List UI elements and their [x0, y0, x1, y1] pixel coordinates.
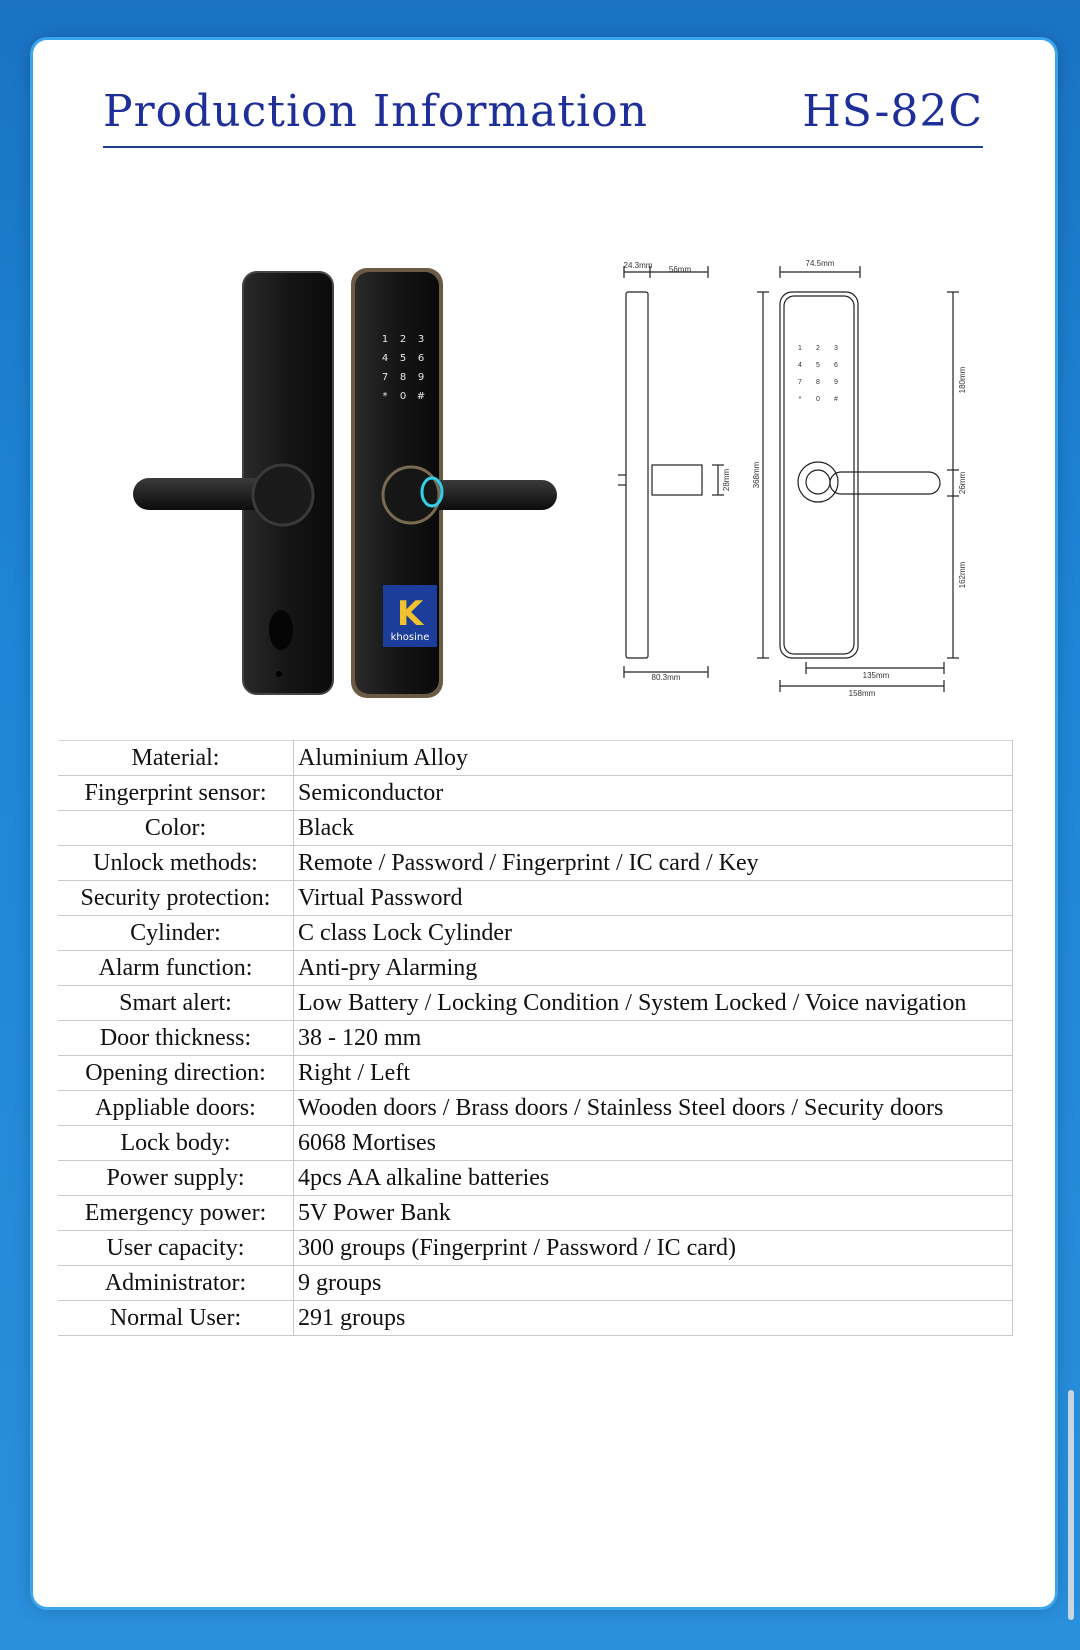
spec-label: Unlock methods: — [58, 846, 294, 881]
spec-label: Administrator: — [58, 1266, 294, 1301]
spec-row — [58, 986, 1013, 1021]
svg-text:24.3mm: 24.3mm — [623, 261, 653, 270]
drawing-keypad-key: 7 — [798, 379, 802, 386]
svg-text:74.5mm: 74.5mm — [805, 259, 835, 268]
spec-row — [58, 741, 1013, 776]
spec-label: Cylinder: — [58, 916, 294, 951]
scrollbar[interactable] — [1068, 1390, 1074, 1620]
spec-row — [58, 916, 1013, 951]
spec-value: C class Lock Cylinder — [294, 916, 1013, 951]
keypad-key: * — [382, 391, 388, 402]
spec-row — [58, 776, 1013, 811]
keypad-key: 0 — [399, 391, 407, 402]
drawing-keypad-key: 5 — [816, 362, 820, 369]
drawing-keypad-key: 3 — [834, 345, 838, 352]
keypad-key: 8 — [399, 372, 407, 383]
svg-text:26mm: 26mm — [958, 471, 967, 495]
spec-label: Power supply: — [58, 1161, 294, 1196]
spec-value: Remote / Password / Fingerprint / IC card / Key — [294, 846, 1013, 881]
spec-row — [58, 1161, 1013, 1196]
spec-value: Low Battery / Locking Condition / System Locked / Voice navigation — [294, 986, 1013, 1021]
spec-value: 5V Power Bank — [294, 1196, 1013, 1231]
drawing-keypad-key: * — [798, 396, 802, 403]
svg-text:56mm: 56mm — [668, 265, 692, 274]
spec-value: Aluminium Alloy — [294, 741, 1013, 776]
spec-value: 4pcs AA alkaline batteries — [294, 1161, 1013, 1196]
spec-label: Security protection: — [58, 881, 294, 916]
keypad-key: 1 — [381, 334, 389, 345]
spec-row — [58, 1196, 1013, 1231]
drawing-keypad-key: 0 — [816, 396, 820, 403]
spec-value: 300 groups (Fingerprint / Password / IC card) — [294, 1231, 1013, 1266]
svg-text:80.3mm: 80.3mm — [651, 673, 681, 682]
spec-value: Black — [294, 811, 1013, 846]
spec-label: Alarm function: — [58, 951, 294, 986]
spec-row — [58, 811, 1013, 846]
header — [103, 86, 983, 148]
spec-value: Anti-pry Alarming — [294, 951, 1013, 986]
spec-label: Fingerprint sensor: — [58, 776, 294, 811]
product-card — [33, 40, 1055, 1607]
spec-row — [58, 1301, 1013, 1336]
spec-label: Normal User: — [58, 1301, 294, 1336]
spec-value: 9 groups — [294, 1266, 1013, 1301]
svg-text:180mm: 180mm — [958, 366, 967, 394]
spec-label: Material: — [58, 741, 294, 776]
spec-label: Color: — [58, 811, 294, 846]
spec-row — [58, 1091, 1013, 1126]
spec-label: User capacity: — [58, 1231, 294, 1266]
spec-row — [58, 846, 1013, 881]
svg-text:K: K — [396, 594, 424, 634]
svg-text:28mm: 28mm — [722, 468, 731, 492]
keypad-key: 9 — [417, 372, 425, 383]
spec-value: Wooden doors / Brass doors / Stainless Steel doors / Security doors — [294, 1091, 1013, 1126]
spec-label: Lock body: — [58, 1126, 294, 1161]
spec-value: Virtual Password — [294, 881, 1013, 916]
keypad-key: 7 — [381, 372, 389, 383]
spec-value: 6068 Mortises — [294, 1126, 1013, 1161]
spec-value: Semiconductor — [294, 776, 1013, 811]
drawing-keypad-key: 6 — [834, 362, 838, 369]
spec-row — [58, 1231, 1013, 1266]
drawing-keypad-key: 8 — [816, 379, 820, 386]
model-number: HS-82C — [802, 86, 983, 137]
svg-text:158mm: 158mm — [848, 689, 876, 698]
svg-text:368mm: 368mm — [752, 461, 761, 489]
lock-dimension-drawing — [608, 220, 1028, 740]
spec-row — [58, 1056, 1013, 1091]
drawing-keypad-key: 4 — [798, 362, 802, 369]
spec-row — [58, 1266, 1013, 1301]
keypad-key: 4 — [381, 353, 389, 364]
spec-value: 291 groups — [294, 1301, 1013, 1336]
spec-label: Opening direction: — [58, 1056, 294, 1091]
spec-label: Emergency power: — [58, 1196, 294, 1231]
keypad-key: 6 — [417, 353, 425, 364]
lock-product-photo — [93, 230, 593, 730]
keypad-key: 3 — [417, 334, 425, 345]
svg-text:162mm: 162mm — [958, 561, 967, 589]
side-view-body — [626, 292, 648, 658]
spec-label: Appliable doors: — [58, 1091, 294, 1126]
spec-table — [58, 740, 1013, 1336]
drawing-keypad-key: 2 — [816, 345, 820, 352]
spec-value: 38 - 120 mm — [294, 1021, 1013, 1056]
keypad-key: 2 — [399, 334, 407, 345]
drawing-keypad-key: # — [834, 396, 838, 403]
drawing-keypad — [798, 345, 838, 403]
drawing-keypad-key: 1 — [798, 345, 802, 352]
keypad-key: # — [416, 391, 426, 402]
spec-row — [58, 881, 1013, 916]
spec-row — [58, 951, 1013, 986]
spec-value: Right / Left — [294, 1056, 1013, 1091]
spec-label: Smart alert: — [58, 986, 294, 1021]
svg-text:khosine: khosine — [390, 632, 430, 643]
spec-row — [58, 1126, 1013, 1161]
spec-label: Door thickness: — [58, 1021, 294, 1056]
keypad-key: 5 — [399, 353, 407, 364]
drawing-keypad-key: 9 — [834, 379, 838, 386]
page-title: Production Information — [103, 86, 648, 137]
spec-row — [58, 1021, 1013, 1056]
svg-text:135mm: 135mm — [862, 671, 890, 680]
